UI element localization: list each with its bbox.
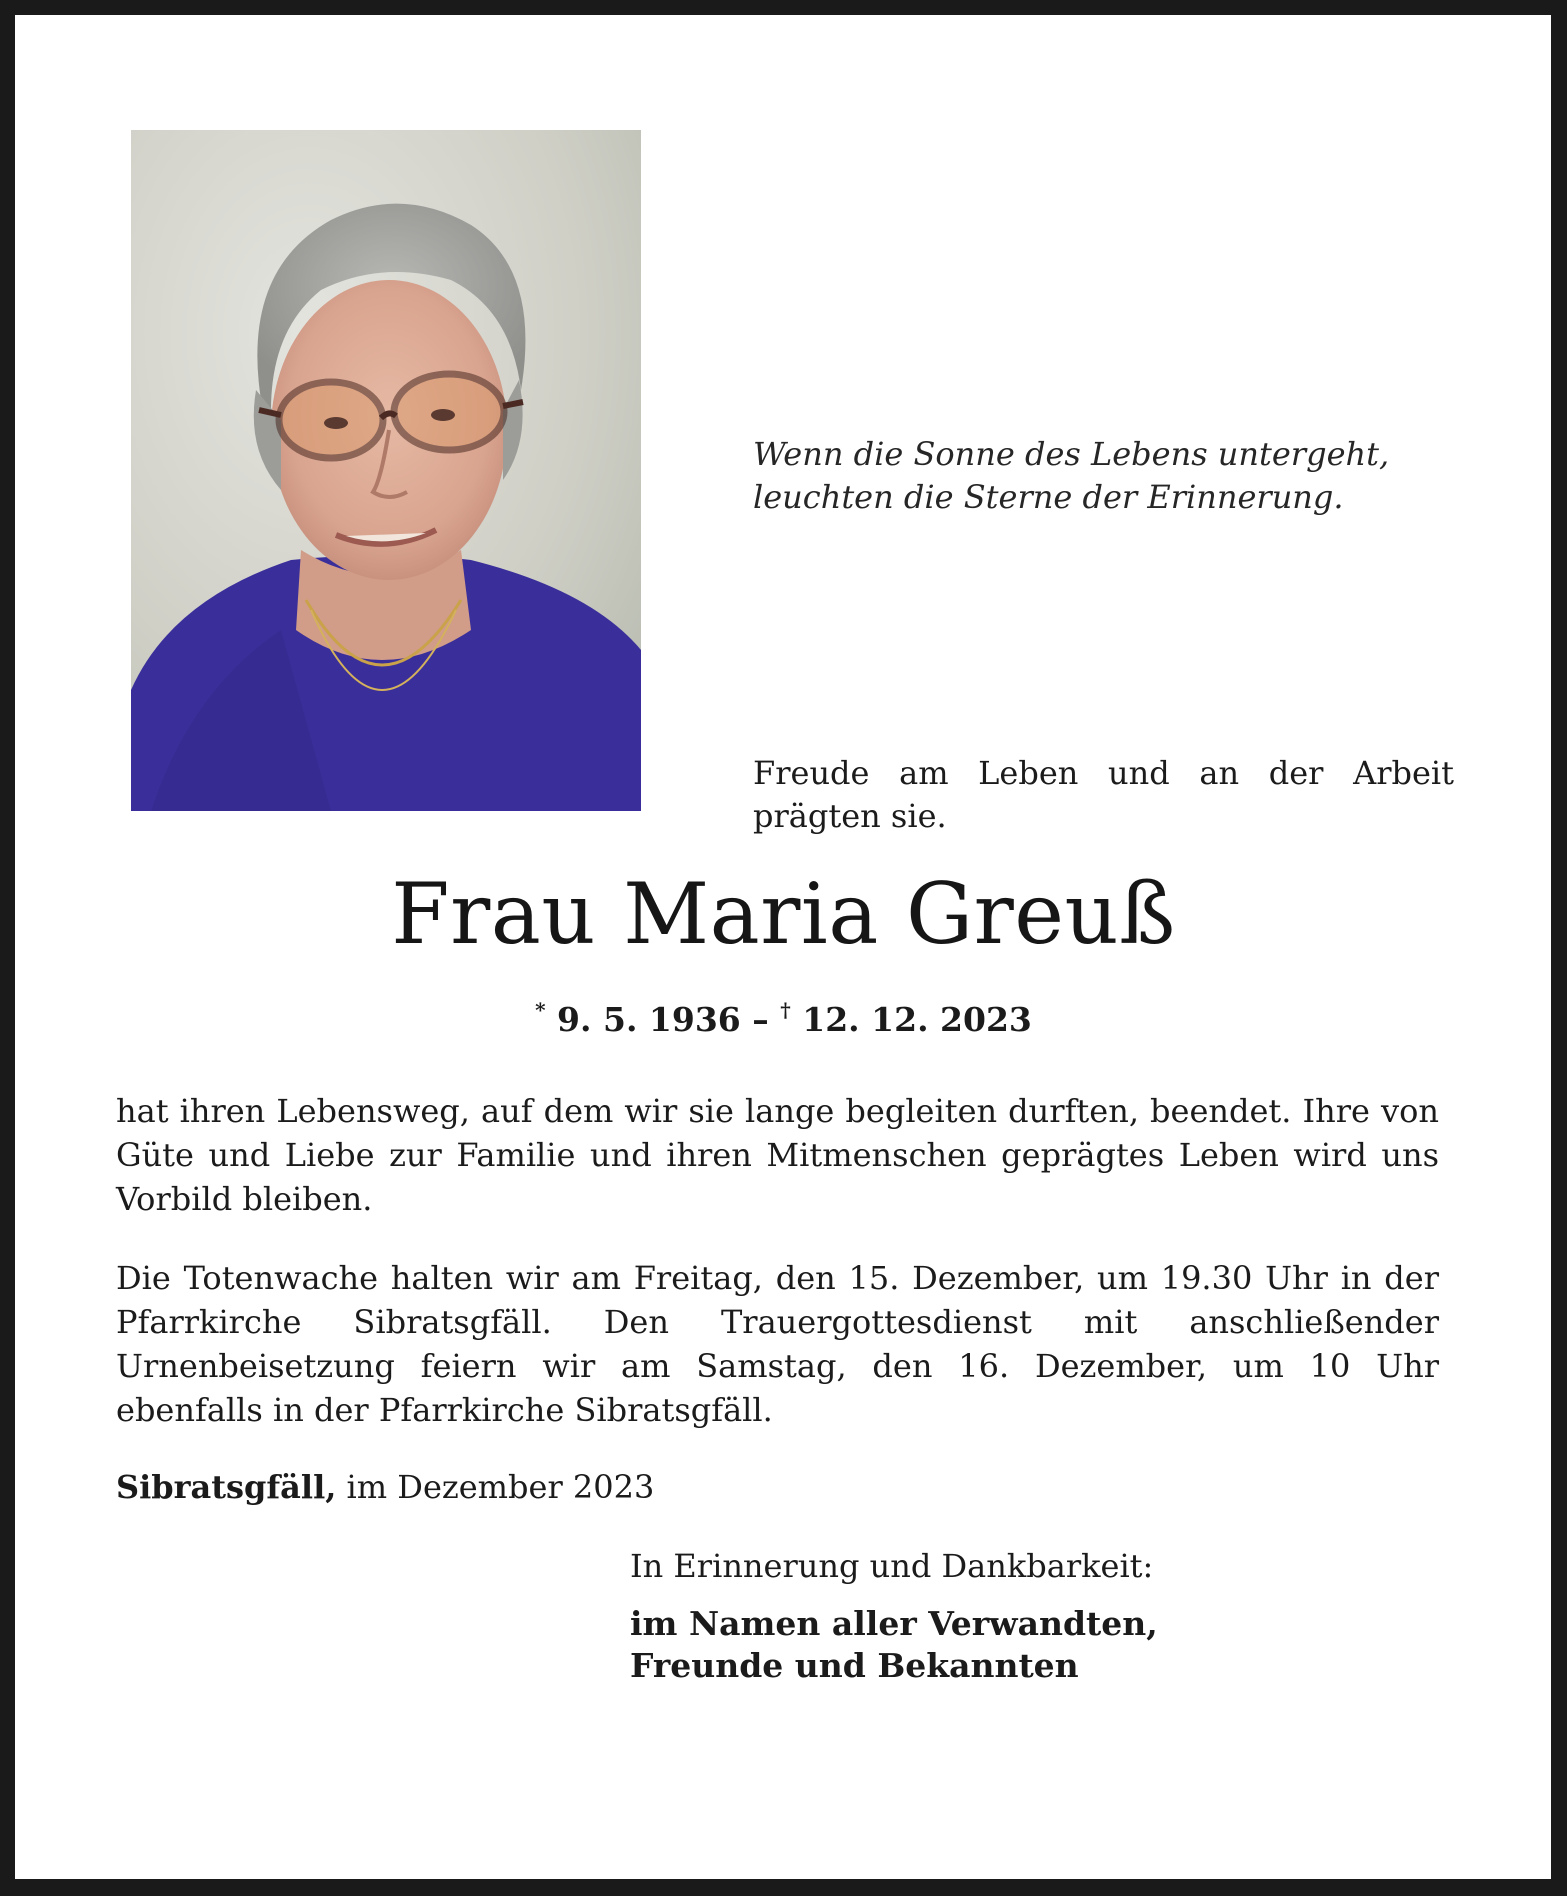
life-dates: [0, 990, 1567, 1040]
deceased-name: Frau Maria Greuß: [391, 865, 1176, 963]
signers-line-2: Freunde und Bekannten: [630, 1646, 1079, 1685]
birth-symbol: *: [535, 998, 546, 1022]
place-town: Sibratsgfäll,: [116, 1468, 337, 1506]
life-paragraph: hat ihren Lebensweg, auf dem wir sie lange begleiten durften, beendet. Ihre von Güte und Liebe zur Familie und ihren Mitmenschen geprägtes Leben wird uns Vorbild bleiben.: [116, 1092, 1439, 1218]
portrait-photo: [131, 130, 641, 811]
birth-date: 9. 5. 1936: [557, 1000, 741, 1039]
signoff-text: In Erinnerung und Dankbarkeit:: [630, 1547, 1154, 1585]
quote-line-1: Wenn die Sonne des Lebens untergeht,: [753, 435, 1390, 473]
place-and-date: [116, 1465, 654, 1509]
portrait-illustration: [131, 130, 641, 811]
service-paragraph: Die Totenwache halten wir am Freitag, den 15. Dezember, um 19.30 Uhr in der Pfarrkirche Sibratsgfäll. Den Trauergottesdienst mit anschließender Urnenbeisetzung feiern wir am Samstag, den 16. Dezember, um 10 Uhr ebenfalls in der Pfarrkirche Sibratsgfäll.: [116, 1259, 1439, 1429]
signers-line-1: im Namen aller Verwandten,: [630, 1604, 1158, 1643]
quote-line-2: leuchten die Sterne der Erinnerung.: [753, 478, 1344, 516]
death-symbol: †: [780, 998, 791, 1022]
motto-text: Freude am Leben und an der Arbeit prägten sie.: [753, 754, 1454, 835]
date-separator: –: [752, 1000, 769, 1039]
death-date: 12. 12. 2023: [802, 1000, 1032, 1039]
memorial-quote: [753, 433, 1473, 519]
place-date: im Dezember 2023: [336, 1468, 655, 1506]
signers: [630, 1603, 1158, 1687]
